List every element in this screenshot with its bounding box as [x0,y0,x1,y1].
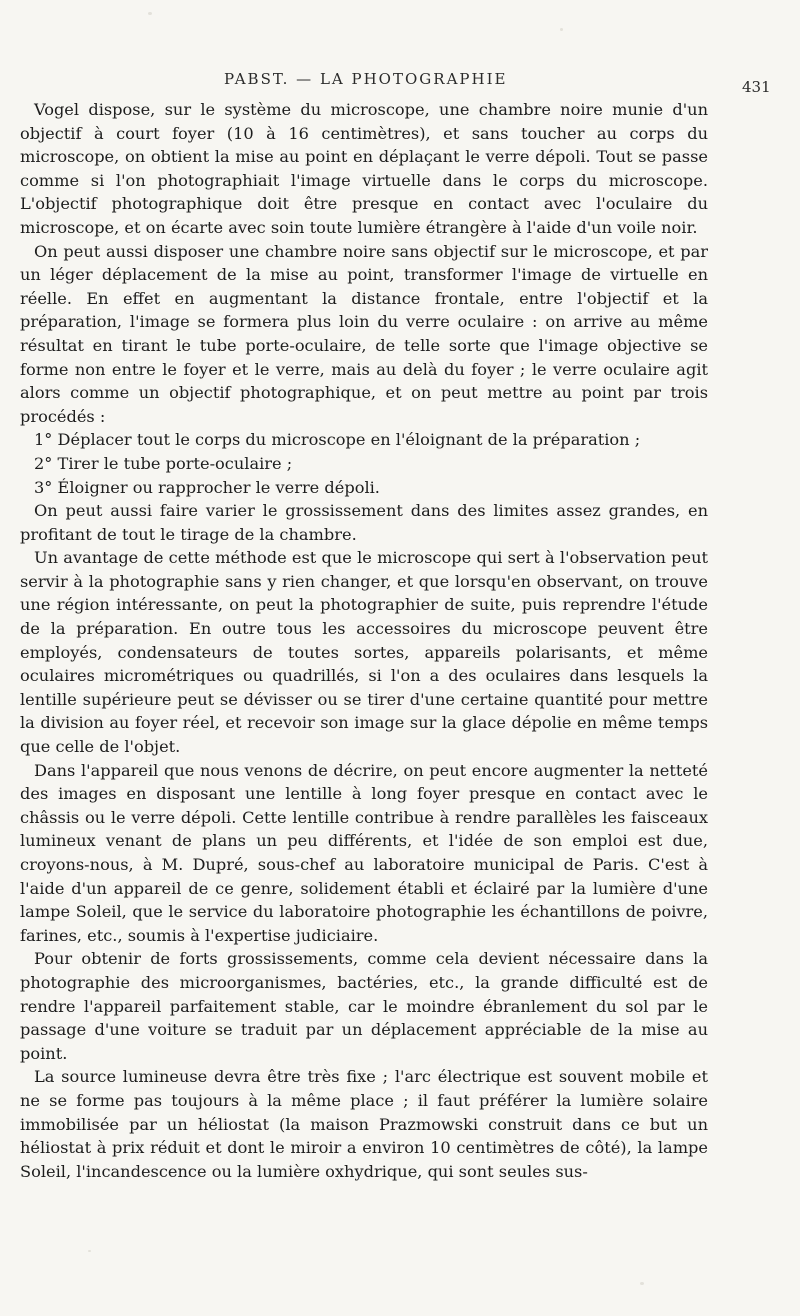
paragraph: On peut aussi disposer une chambre noire sans objectif sur le microscope, et par un léger déplacement de la mise au point, transformer l'image de virtuelle en réelle. En effet en augmentant la distance frontale, entre l'objectif et la préparation, l'image se formera plus loin du verre oculaire : on arrive au même résultat en tirant le tube porte-oculaire, de telle sorte que l'image objective se forme non entre le foyer et le verre, mais au delà du foyer ; le verre oculaire agit alors comme un objectif photographique, et on peut mettre au point par trois procédés : [20,241,708,426]
paragraph: On peut aussi faire varier le grossissement dans des limites assez grandes, en profitant de tout le tirage de la chambre. [20,501,708,544]
page-header [0,70,800,96]
paragraph: Pour obtenir de forts grossissements, comme cela devient nécessaire dans la photographie des microorganismes, bactéries, etc., la grande difficulté est de rendre l'appareil parfaitement stable, car le moindre ébranlement du sol par le passage d'une voiture se traduit par un déplacement appréciable de la mise au point. [20,949,708,1063]
paper-speck [88,1250,91,1252]
list-item: 1° Déplacer tout le corps du microscope en l'éloignant de la préparation ; [34,430,641,450]
running-title: PABST. — LA PHOTOGRAPHIE [224,70,508,88]
paper-speck [148,12,152,15]
paragraph: Vogel dispose, sur le système du microscope, une chambre noire munie d'un objectif à court foyer (10 à 16 centimètres), et sans toucher au corps du microscope, on obtient la mise au point en déplaçant le verre dépoli. Tout se passe comme si l'on photographiait l'image virtuelle dans le corps du microscope. L'objectif photographique doit être presque en contact avec l'oculaire du microscope, et on écarte avec soin toute lumière étrangère à l'aide d'un voile noir. [20,100,708,237]
paper-speck [560,28,563,31]
paper-speck [640,1282,644,1285]
body-text [20,98,708,1183]
paragraph: Un avantage de cette méthode est que le microscope qui sert à l'observation peut servir à la photographie sans y rien changer, et que lorsqu'en observant, on trouve une région intéressante, on peut la photographier de suite, puis reprendre l'étude de la préparation. En outre tous les accessoires du microscope peuvent être employés, condensateurs de toutes sortes, appareils polarisants, et même oculaires micrométriques ou quadrillés, si l'on a des oculaires dans lesquels la lentille supérieure peut se dévisser ou se tirer d'une certaine quantité pour mettre la division au foyer réel, et recevoir son image sur la glace dépolie en même temps que celle de l'objet. [20,548,708,757]
page-number: 431 [742,78,771,96]
paragraph: La source lumineuse devra être très fixe ; l'arc électrique est souvent mobile et ne se forme pas toujours à la même place ; il faut préférer la lumière solaire immobilisée par un héliostat (la maison Prazmowski construit dans ce but un héliostat à prix réduit et dont le miroir a environ 10 centimètres de côté), la lampe Soleil, l'incandescence ou la lumière oxhydrique, qui sont seules sus- [20,1067,708,1181]
list-item: 3° Éloigner ou rapprocher le verre dépoli. [34,477,380,497]
paragraph: Dans l'appareil que nous venons de décrire, on peut encore augmenter la netteté des images en disposant une lentille à long foyer presque en contact avec le châssis ou le verre dépoli. Cette lentille contribue à rendre parallèles les faisceaux lumineux venant de plans un peu différents, et l'idée de son emploi est due, croyons-nous, à M. Dupré, sous-chef au laboratoire municipal de Paris. C'est à l'aide d'un appareil de ce genre, solidement établi et éclairé par la lumière d'une lampe Soleil, que le service du laboratoire photographie les échantillons de poivre, farines, etc., soumis à l'expertise judiciaire. [20,760,708,945]
list-item: 2° Tirer le tube porte-oculaire ; [34,453,293,473]
